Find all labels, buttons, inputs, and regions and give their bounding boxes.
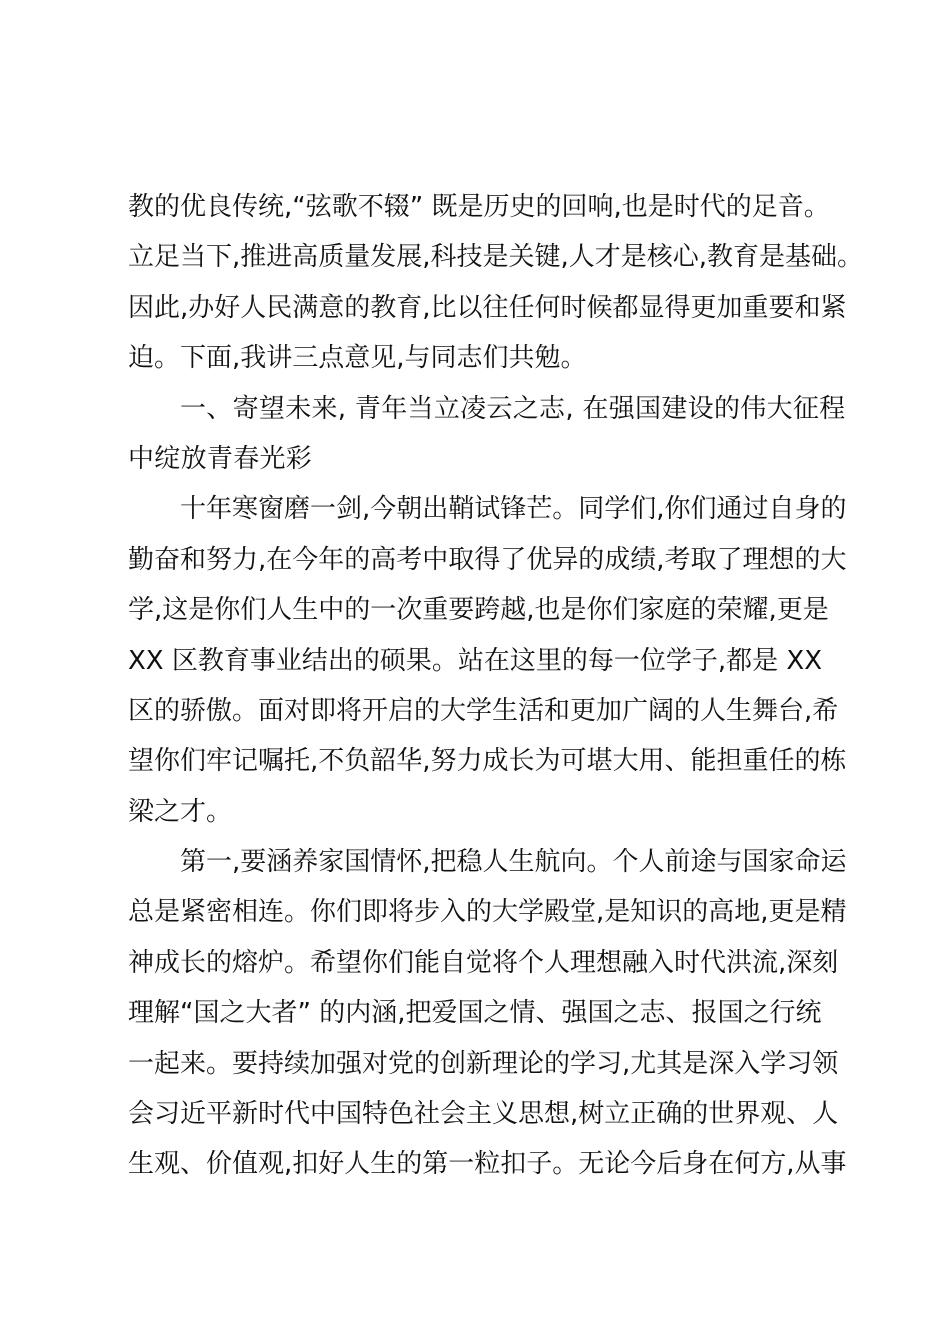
text-line: 区的骄傲。面对即将开启的大学生活和更加广阔的人生舞台,希 <box>128 695 839 726</box>
text-line: 学,这是你们人生中的一次重要跨越,也是你们家庭的荣耀,更是 <box>128 595 829 626</box>
text-line: 第一,要涵养家国情怀,把稳人生航向。个人前途与国家命运 <box>180 847 847 878</box>
text-line: 望你们牢记嘱托,不负韶华,努力成长为可堪大用、能担重任的栋 <box>128 746 847 777</box>
text-line: 十年寒窗磨一剑,今朝出鞘试锋芒。同学们,你们通过自身的 <box>180 494 847 525</box>
text-line: 迫。下面,我讲三点意见,与同志们共勉。 <box>128 343 587 374</box>
section-heading: 中绽放青春光彩 <box>128 443 313 474</box>
text-line: 神成长的熔炉。希望你们能自觉将个人理想融入时代洪流,深刻 <box>128 947 839 978</box>
body-text <box>128 182 864 1190</box>
text-line: 梁之才。 <box>128 796 233 827</box>
text-line: 教的优良传统,“弦歌不辍” 既是历史的回响,也是时代的足音。 <box>128 192 830 222</box>
text-line: 生观、价值观,扣好人生的第一粒扣子。无论今后身在何方,从事 <box>128 1149 847 1180</box>
text-line: 因此,办好人民满意的教育,比以往任何时候都显得更加重要和紧 <box>128 292 847 323</box>
text-line: 总是紧密相连。你们即将步入的大学殿堂,是知识的高地,更是精 <box>128 897 847 928</box>
text-line: 理解“国之大者” 的内涵,把爱国之情、强国之志、报国之行统 <box>128 998 822 1029</box>
section-heading: 一、寄望未来, 青年当立凌云之志, 在强国建设的伟大征程 <box>180 393 846 424</box>
text-line: 一起来。要持续加强对党的创新理论的学习,尤其是深入学习领 <box>128 1048 839 1079</box>
text-line: 立足当下,推进高质量发展,科技是关键,人才是核心,教育是基础。 <box>128 242 864 273</box>
text-line: XX 区教育事业结出的硕果。站在这里的每一位学子,都是 XX <box>128 645 823 676</box>
text-line: 会习近平新时代中国特色社会主义思想,树立正确的世界观、人 <box>128 1099 839 1130</box>
text-line: 勤奋和努力,在今年的高考中取得了优异的成绩,考取了理想的大 <box>128 544 847 575</box>
